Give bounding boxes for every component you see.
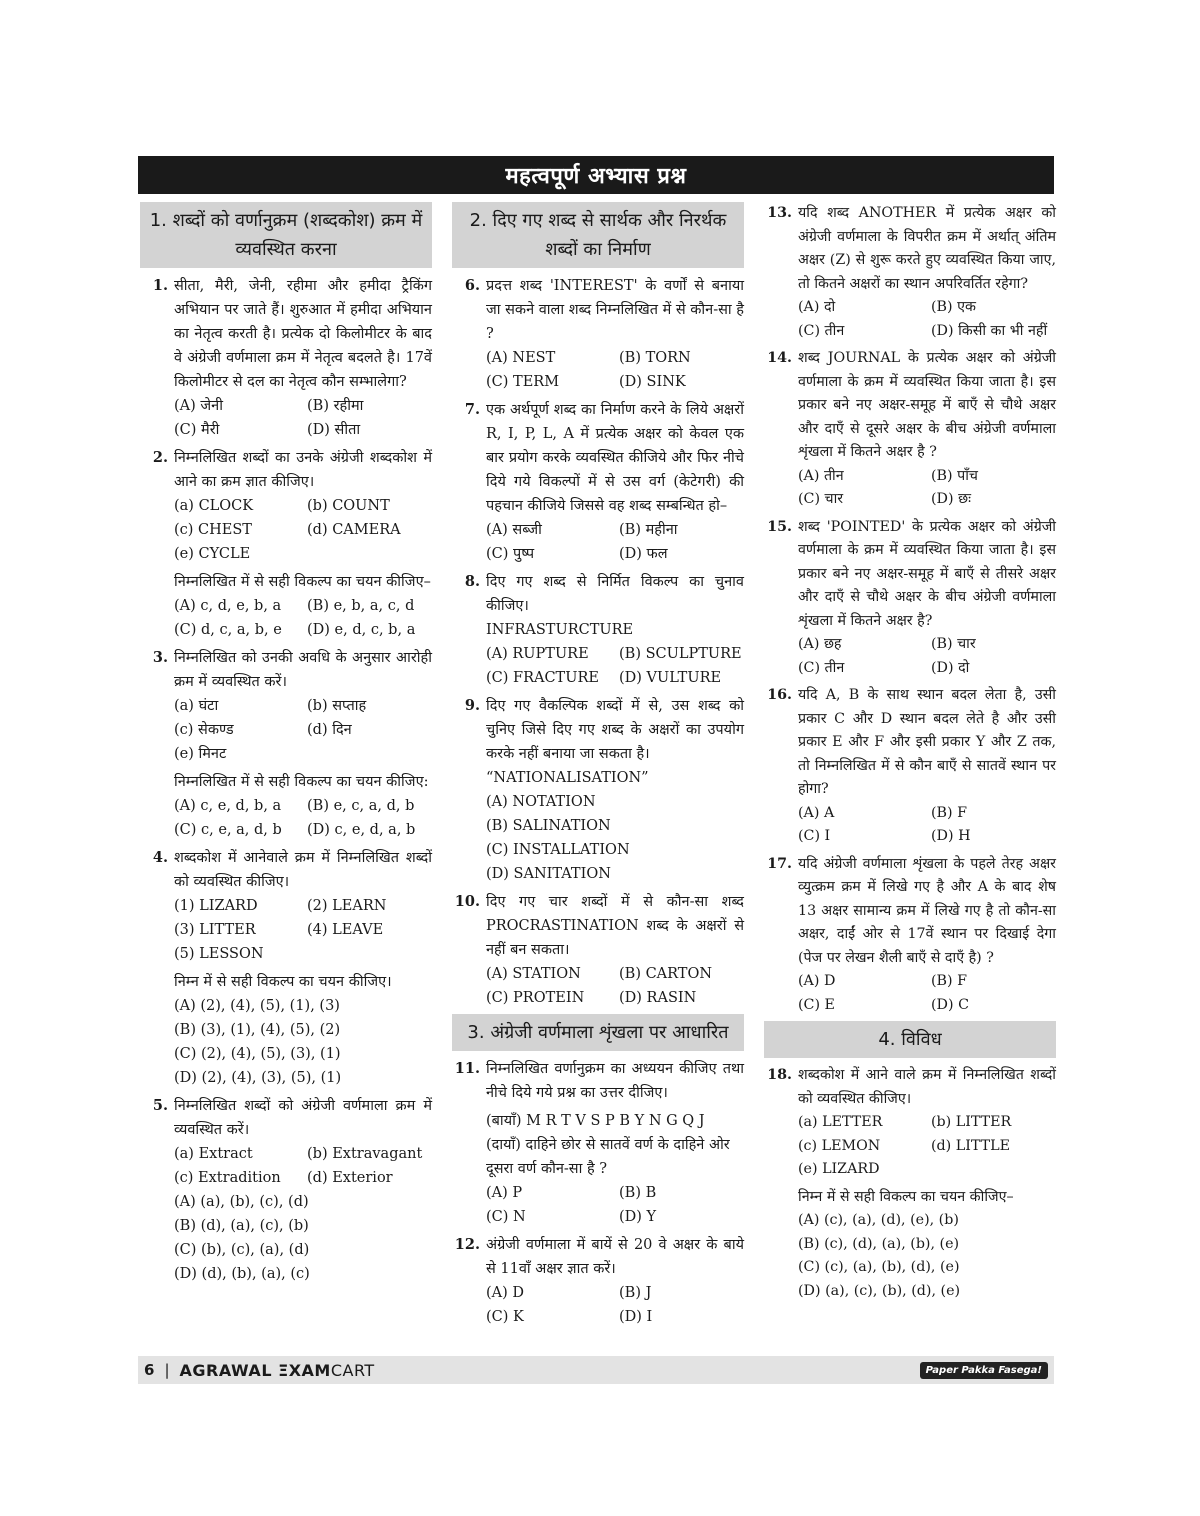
column-1 (140, 202, 432, 1290)
answer-option: (A) दो (798, 299, 836, 315)
answer-option: (C) INSTALLATION (486, 842, 630, 858)
column-2 (452, 202, 744, 1333)
answer-option: (A) NEST (486, 350, 556, 366)
option-list (174, 394, 432, 442)
question-number: 1. (152, 277, 168, 294)
option-list (486, 642, 744, 690)
item: (a) Extract (174, 1146, 253, 1162)
answer-option: (C) c, e, a, d, b (174, 822, 282, 838)
question-number: 10. (454, 893, 480, 910)
answer-option: (C) TERM (486, 374, 560, 390)
question (140, 446, 432, 642)
option-list (174, 594, 432, 642)
question-number: 3. (152, 649, 168, 666)
answer-option: (D) VULTURE (619, 670, 722, 686)
question-text: यदि शब्द ANOTHER में प्रत्येक अक्षर को अंग्रेजी वर्णमाला के विपरीत क्रम में अर्थात् अंतिम अक्षर (Z) से शुरू करते हुए व्यवस्थित किया जाए, तो कितने अक्षरों का स्थान अपरिवर्तित रहेगा? (798, 205, 1056, 292)
answer-option: (B) रहीमा (307, 398, 364, 414)
question (764, 1064, 1056, 1303)
question (764, 516, 1056, 681)
item: (b) COUNT (307, 498, 390, 514)
answer-option: (D) H (931, 828, 971, 844)
answer-option: (C) E (798, 996, 835, 1013)
answer-option: (D) SANITATION (486, 866, 611, 882)
item: (d) Exterior (307, 1170, 393, 1186)
brand-logo (180, 1361, 375, 1380)
option-list (174, 794, 432, 842)
question-text: निम्नलिखित को उनकी अवधि के अनुसार आरोही क्रम में व्यवस्थित करें। (174, 650, 432, 690)
option-list (174, 1190, 432, 1286)
answer-option: (B) e, c, a, d, b (307, 798, 415, 814)
answer-option: (B) F (931, 804, 968, 821)
question-text: प्रदत्त शब्द 'INTEREST' के वर्णों से बनाया जा सकने वाला शब्द निम्नलिखित में से कौन-सा है ? (486, 278, 744, 342)
item: (4) LEAVE (307, 922, 384, 938)
answer-option: (C) पुष्प (486, 546, 535, 562)
item: (c) सेकण्ड (174, 722, 234, 738)
item: (d) CAMERA (307, 522, 401, 538)
question-number: 16. (767, 687, 792, 703)
question (452, 1233, 744, 1329)
option-list (486, 1181, 744, 1229)
question-text: दिए गए चार शब्दों में से कौन-सा शब्द PROCRASTINATION शब्द के अक्षरों से नहीं बन सकता। (486, 894, 744, 958)
question-note: (बायाँ) M R T V S P B Y N G Q J (दायाँ) दाहिने छोर से सातवें वर्ण के दाहिने ओर दूसरा वर्ण कौन-सा है ? (486, 1113, 730, 1177)
question (764, 347, 1056, 512)
answer-option: (B) (d), (a), (c), (b) (174, 1218, 309, 1234)
question-number: 2. (152, 449, 168, 466)
question-number: 14. (767, 350, 792, 366)
question (140, 1094, 432, 1286)
answer-option: (B) (c), (d), (a), (b), (e) (798, 1235, 960, 1252)
answer-option: (D) Y (619, 1209, 657, 1225)
question-text: निम्नलिखित शब्दों को अंग्रेजी वर्णमाला क्रम में व्यवस्थित करें। (174, 1098, 432, 1138)
answer-option: (A) STATION (486, 966, 581, 982)
question (140, 646, 432, 842)
option-list (798, 970, 1056, 1017)
answer-option: (B) महीना (619, 522, 678, 538)
section-heading: 3. अंग्रेजी वर्णमाला शृंखला पर आधारित (452, 1014, 744, 1051)
item: (a) LETTER (798, 1114, 883, 1130)
answer-option: (C) तीन (798, 322, 845, 339)
item: (d) दिन (307, 722, 352, 738)
answer-option: (D) सीता (307, 422, 361, 438)
answer-option: (D) किसी का भी नहीं (931, 322, 1048, 339)
answer-option: (D) c, e, d, a, b (307, 822, 416, 838)
question-note: निम्न में से सही विकल्प का चयन कीजिए– (798, 1188, 1014, 1205)
answer-option: (D) छः (931, 491, 971, 507)
question (140, 846, 432, 1090)
answer-option: (A) छह (798, 636, 842, 652)
footer-separator: | (164, 1361, 170, 1379)
option-list (486, 518, 744, 566)
question (452, 274, 744, 394)
question-note: निम्न में से सही विकल्प का चयन कीजिए। (174, 974, 392, 990)
answer-option: (A) P (486, 1185, 523, 1201)
question (452, 890, 744, 1010)
item-list (798, 1111, 1056, 1182)
column-3 (764, 202, 1056, 1307)
answer-option: (B) पाँच (931, 467, 978, 484)
item-list (174, 694, 432, 766)
answer-option: (B) CARTON (619, 966, 713, 982)
question-text: शब्द JOURNAL के प्रत्येक अक्षर को अंग्रेजी वर्णमाला के क्रम में व्यवस्थित किया जाता है। इस प्रकार बने नए अक्षर-समूह में बाएँ से चौथे अक्षर और दाएँ से दूसरे अक्षर के बीच अंग्रेजी वर्णमाला शृंखला में कितने अक्षर है ? (798, 350, 1056, 460)
answer-option: (B) एक (931, 299, 976, 315)
answer-option: (D) (2), (4), (3), (5), (1) (174, 1070, 342, 1086)
item: (c) CHEST (174, 522, 252, 538)
option-list (174, 994, 432, 1090)
answer-option: (A) सब्जी (486, 522, 542, 538)
answer-option: (D) फल (619, 546, 668, 562)
answer-option: (C) I (798, 828, 831, 844)
question-text: निम्नलिखित शब्दों का उनके अंग्रेजी शब्दकोश में आने का क्रम ज्ञात कीजिए। (174, 450, 432, 490)
question-word: INFRASTURCTURE (486, 622, 634, 638)
option-list (486, 1281, 744, 1329)
item: (1) LIZARD (174, 898, 258, 914)
item: (b) सप्ताह (307, 698, 367, 714)
page-banner: महत्वपूर्ण अभ्यास प्रश्न (138, 156, 1054, 194)
page-footer (138, 1356, 1054, 1384)
answer-option: (D) दो (931, 659, 970, 676)
question (452, 570, 744, 690)
question (452, 694, 744, 886)
question-word: “NATIONALISATION” (486, 770, 649, 786)
question-number: 13. (767, 205, 792, 221)
answer-option: (C) (b), (c), (a), (d) (174, 1242, 310, 1258)
answer-option: (C) चार (798, 491, 844, 507)
item: (c) LEMON (798, 1137, 881, 1154)
answer-option: (C) FRACTURE (486, 670, 599, 686)
answer-option: (B) J (619, 1285, 652, 1301)
item: (a) घंटा (174, 698, 219, 714)
answer-option: (B) e, b, a, c, d (307, 598, 415, 614)
answer-option: (C) मैरी (174, 422, 220, 438)
question (452, 398, 744, 566)
question-number: 5. (152, 1097, 168, 1114)
answer-option: (C) PROTEIN (486, 990, 585, 1006)
item: (d) LITTLE (931, 1137, 1011, 1154)
brand-tagline: Paper Pakka Fasega! (920, 1362, 1048, 1379)
item: (b) LITTER (931, 1114, 1012, 1130)
question-number: 7. (464, 401, 480, 418)
item-list (174, 494, 432, 566)
brand-name-bold: AGRAWAL ΞXAM (179, 1360, 331, 1380)
option-list (486, 962, 744, 1010)
answer-option: (A) RUPTURE (486, 646, 589, 662)
answer-option: (C) तीन (798, 659, 845, 676)
answer-option: (B) F (931, 973, 968, 989)
answer-option: (C) K (486, 1309, 524, 1325)
answer-option: (A) c, e, d, b, a (174, 798, 282, 814)
item-list (174, 894, 432, 966)
answer-option: (A) NOTATION (486, 794, 596, 810)
answer-option: (A) तीन (798, 467, 844, 484)
question-text: अंग्रेजी वर्णमाला में बायें से 20 वे अक्षर के बाये से 11वाँ अक्षर ज्ञात करें। (486, 1237, 744, 1277)
question-number: 6. (464, 277, 480, 294)
question-text: सीता, मैरी, जेनी, रहीमा और हमीदा ट्रैकिंग अभियान पर जाते हैं। शुरुआत में हमीदा अभियान का नेतृत्व करती है। प्रत्येक दो किलोमीटर के बाद वे अंग्रेजी वर्णमाला क्रम में नेतृत्व बदलते है। 17वें किलोमीटर से दल का नेतृत्व कौन सम्भालेगा? (174, 278, 432, 390)
question-text: निम्नलिखित वर्णानुक्रम का अध्ययन कीजिए तथा नीचे दिये गये प्रश्न का उत्तर दीजिए। (486, 1061, 744, 1101)
question-number: 15. (767, 518, 792, 535)
option-list (798, 1209, 1056, 1303)
answer-option: (A) D (486, 1285, 525, 1301)
question (140, 274, 432, 442)
option-list (486, 346, 744, 394)
question-text: दिए गए वैकल्पिक शब्दों में से, उस शब्द को चुनिए जिसे दिए गए शब्द के अक्षरों का उपयोग करके नहीं बनाया जा सकता है। (486, 698, 744, 762)
option-list (798, 633, 1056, 680)
question (452, 1057, 744, 1229)
answer-option: (D) (d), (b), (a), (c) (174, 1266, 310, 1282)
answer-option: (B) (3), (1), (4), (5), (2) (174, 1022, 341, 1038)
question (764, 853, 1056, 1018)
item: (e) मिनट (174, 746, 227, 762)
page-number: 6 (144, 1361, 155, 1379)
question-text: यदि अंग्रेजी वर्णमाला शृंखला के पहले तेरह अक्षर व्युत्क्रम क्रम में लिखे गए है और A के बाद शेष 13 अक्षर सामान्य क्रम में लिखे गए है तो कौन-सा अक्षर, दाईं ओर से 17वें स्थान पर दिखाई देगा (पेज पर लेखन शैली बाएँ से दाएँ है) ? (798, 855, 1056, 966)
answer-option: (C) (c), (a), (b), (d), (e) (798, 1259, 960, 1275)
question-number: 17. (767, 855, 792, 872)
option-list (798, 465, 1056, 512)
answer-option: (B) TORN (619, 350, 691, 366)
answer-option: (A) (a), (b), (c), (d) (174, 1194, 309, 1210)
question-number: 12. (454, 1236, 480, 1253)
section-heading: 2. दिए गए शब्द से सार्थक और निरर्थक शब्दों का निर्माण (452, 202, 744, 268)
brand-name-light: CART (330, 1360, 375, 1380)
question-text: शब्दकोश में आनेवाले क्रम में निम्नलिखित शब्दों को व्यवस्थित कीजिए। (174, 850, 432, 890)
question (764, 684, 1056, 849)
section-heading: 1. शब्दों को वर्णानुक्रम (शब्दकोश) क्रम में व्यवस्थित करना (140, 202, 432, 268)
question-note: निम्नलिखित में से सही विकल्प का चयन कीजिए: (174, 774, 429, 790)
item: (e) LIZARD (798, 1161, 880, 1177)
item-list (174, 1142, 432, 1190)
item: (a) CLOCK (174, 498, 254, 514)
answer-option: (D) SINK (619, 374, 686, 390)
question-text: शब्दकोश में आने वाले क्रम में निम्नलिखित शब्दों को व्यवस्थित कीजिए। (798, 1067, 1056, 1107)
item: (c) Extradition (174, 1170, 281, 1186)
answer-option: (C) (2), (4), (5), (3), (1) (174, 1046, 341, 1062)
option-list (798, 802, 1056, 849)
answer-option: (A) c, d, e, b, a (174, 598, 282, 614)
question-number: 9. (464, 697, 480, 714)
answer-option: (B) SALINATION (486, 818, 611, 834)
option-list (486, 790, 744, 886)
answer-option: (B) SCULPTURE (619, 646, 742, 662)
answer-option: (D) RASIN (619, 990, 697, 1006)
question-text: एक अर्थपूर्ण शब्द का निर्माण करने के लिये अक्षरों R, I, P, L, A में प्रत्येक अक्षर को केवल एक बार प्रयोग करके व्यवस्थित कीजिये और फिर नीचे दिये गये विकल्पों में से उस वर्ग (केटेगरी) की पहचान कीजिये जिससे वह शब्द सम्बन्धित हो– (486, 402, 744, 514)
answer-option: (D) I (619, 1309, 653, 1325)
question-number: 11. (454, 1060, 480, 1077)
answer-option: (A) (c), (a), (d), (e), (b) (798, 1212, 959, 1228)
question-text: दिए गए शब्द से निर्मित विकल्प का चुनाव कीजिए। (486, 574, 744, 614)
option-list (798, 296, 1056, 343)
question-text: यदि A, B के साथ स्थान बदल लेता है, उसी प्रकार C और D स्थान बदल लेते है और उसी प्रकार E और F और इसी प्रकार Y और Z तक, तो निम्नलिखित में से कौन बाएँ से सातवें स्थान पर होगा? (798, 687, 1056, 797)
answer-option: (D) e, d, c, b, a (307, 622, 416, 638)
item: (e) CYCLE (174, 546, 251, 562)
question-note: निम्नलिखित में से सही विकल्प का चयन कीजिए– (174, 574, 431, 590)
item: (b) Extravagant (307, 1146, 423, 1162)
question (764, 202, 1056, 343)
question-number: 4. (152, 849, 168, 866)
answer-option: (D) C (931, 996, 969, 1013)
question-number: 8. (464, 573, 480, 590)
answer-option: (A) D (798, 973, 836, 989)
answer-option: (A) जेनी (174, 398, 223, 414)
item: (2) LEARN (307, 898, 387, 914)
answer-option: (A) A (798, 804, 835, 821)
answer-option: (C) N (486, 1209, 526, 1225)
question-text: शब्द 'POINTED' के प्रत्येक अक्षर को अंग्रेजी वर्णमाला के क्रम में व्यवस्थित किया जाता है। इस प्रकार बने नए अक्षर-समूह में बाएँ से तीसरे अक्षर और दाएँ से चौथे अक्षर के बीच अंग्रेजी वर्णमाला शृंखला में कितने अक्षर है? (798, 518, 1056, 629)
answer-option: (B) B (619, 1185, 657, 1201)
answer-option: (B) चार (931, 636, 976, 652)
section-heading: 4. विविध (764, 1021, 1056, 1058)
item: (3) LITTER (174, 922, 256, 938)
item: (5) LESSON (174, 946, 264, 962)
answer-option: (A) (2), (4), (5), (1), (3) (174, 998, 340, 1014)
answer-option: (D) (a), (c), (b), (d), (e) (798, 1282, 961, 1299)
question-number: 18. (767, 1067, 792, 1083)
answer-option: (C) d, c, a, b, e (174, 622, 282, 638)
